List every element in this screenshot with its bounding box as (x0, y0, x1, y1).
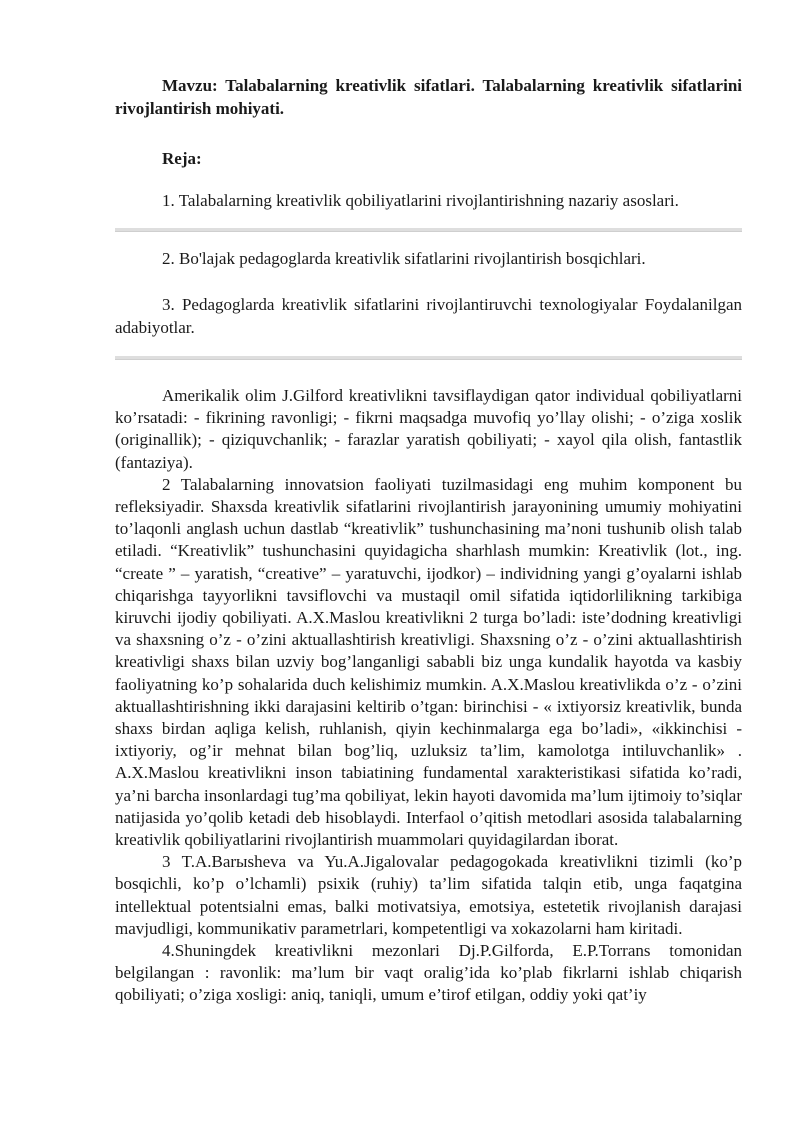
document-title: Mavzu: Talabalarning kreativlik sifatlari. Talabalarning kreativlik sifatlarini rivojlantirish mohiyati. (115, 76, 742, 118)
body-paragraph-4: 4.Shuningdek kreativlikni mezonlari Dj.P.Gilforda, E.P.Torrans tomonidan belgilangan : ravonlik: ma’lum bir vaqt oralig’ida ko’plab fikrlarni ishlab chiqarish qobiliyati; o’ziga xosligi: aniq, taniqli, umum e’tirof etilgan, oddiy yoki qat’iy (115, 941, 742, 1005)
plan-heading: Reja: (162, 149, 202, 168)
body-paragraph-3: 3 T.A.Ваrыsheva va Yu.A.Jigalovalar pedagogokada kreativlikni tizimli (ko’p bosqichli, ko’p o’lchamli) psixik (ruhiy) ta’lim sifatida talqin etib, unga faqatgina intellektual potentsialni emas, balki motivatsiya, emotsiya, estetetik rivojlanish darajasi mavjudligi, kommunikativ parametrlari, kompetentligi va xokazolarni ham kiritadi. (115, 852, 742, 938)
plan-item-2: 2. Bo'lajak pedagoglarda kreativlik sifatlarini rivojlantirish bosqichlari. (162, 249, 646, 268)
plan-item-1: 1. Talabalarning kreativlik qobiliyatlarini rivojlantirishning nazariy asoslari. (162, 191, 679, 210)
body-paragraph-2: 2 Talabalarning innovatsion faoliyati tuzilmasidagi eng muhim komponent bu refleksiyadir. Shaxsda kreativlik sifatlarini rivojlantirish jarayonining umumiy mohiyatini to’laqonli anglash uchun dastlab “kreativlik” tushunchasining ma’noni tushunib olish talab etiladi. “Kreativlik” tushunchasini quyidagicha sharhlash mumkin: Kreativlik (lot., ing. “create ” – yaratish, “creative” – yaratuvchi, ijodkor) – individning yangi g’oyalarni ishlab chiqarishga tayyorlikni tavsiflovchi va mustaqil omil sifatida iqtidorlilikning tarkibiga kiruvchi ijodiy qobiliyati. A.X.Maslou kreativlikni 2 turga bo’ladi: iste’dodning kreativligi va shaxsning o’z - o’zini aktuallashtirish kreativligi. Shaxsning o’z - o’zini aktuallashtirish kreativligi shaxs bilan uzviy bog’langanligi sababli biz unga kundalik hayotda va kasbiy faoliyatning ko’p sohalarida duch kelishimiz mumkin. A.X.Maslou kreativlikda o’z - o’zini aktuallashtirishning ikki darajasini keltirib o’tgan: birinchisi - « ixtiyorsiz kreativlik, bunda shaxs birdan aqliga kelish, ruhlanish, qiyin kechinmalarga ega bo’ladi», «ikkinchisi - ixtiyoriy, og’ir mehnat bilan bog’liq, uzluksiz ta’lim, kamolotga intiluvchanlik» . A.X.Maslou kreativlikni inson tabiatining fundamental xarakteristikasi sifatida ko’radi, ya’ni barcha insonlardagi tug’ma qobiliyat, lekin hayoti davomida ma’lum ijtimoiy to’siqlar natijasida yo’qolib ketadi deb hisoblaydi. Interfaol o’qitish metodlari asosida talabalarning kreativlik qobiliyatlarini rivojlantirish muammolari quyidagilardan iborat. (115, 474, 742, 850)
plan-item-3: 3. Pedagoglarda kreativlik sifatlarini rivojlantiruvchi texnologiyalar Foydalanilgan adabiyotlar. (115, 295, 742, 337)
body-paragraph-1: Amerikalik olim J.Gilford kreativlikni tavsiflaydigan qator individual qobiliyatlarni ko’rsatadi: - fikrining ravonligi; - fikrni maqsadga muvofiq yo’llay olishi; - o’ziga xoslik (originallik); - qiziquvchanlik; - farazlar yaratish qobiliyati; - xayol qila olish, fantastlik (fantaziya). (115, 386, 742, 472)
divider (115, 228, 742, 232)
divider (115, 356, 742, 360)
